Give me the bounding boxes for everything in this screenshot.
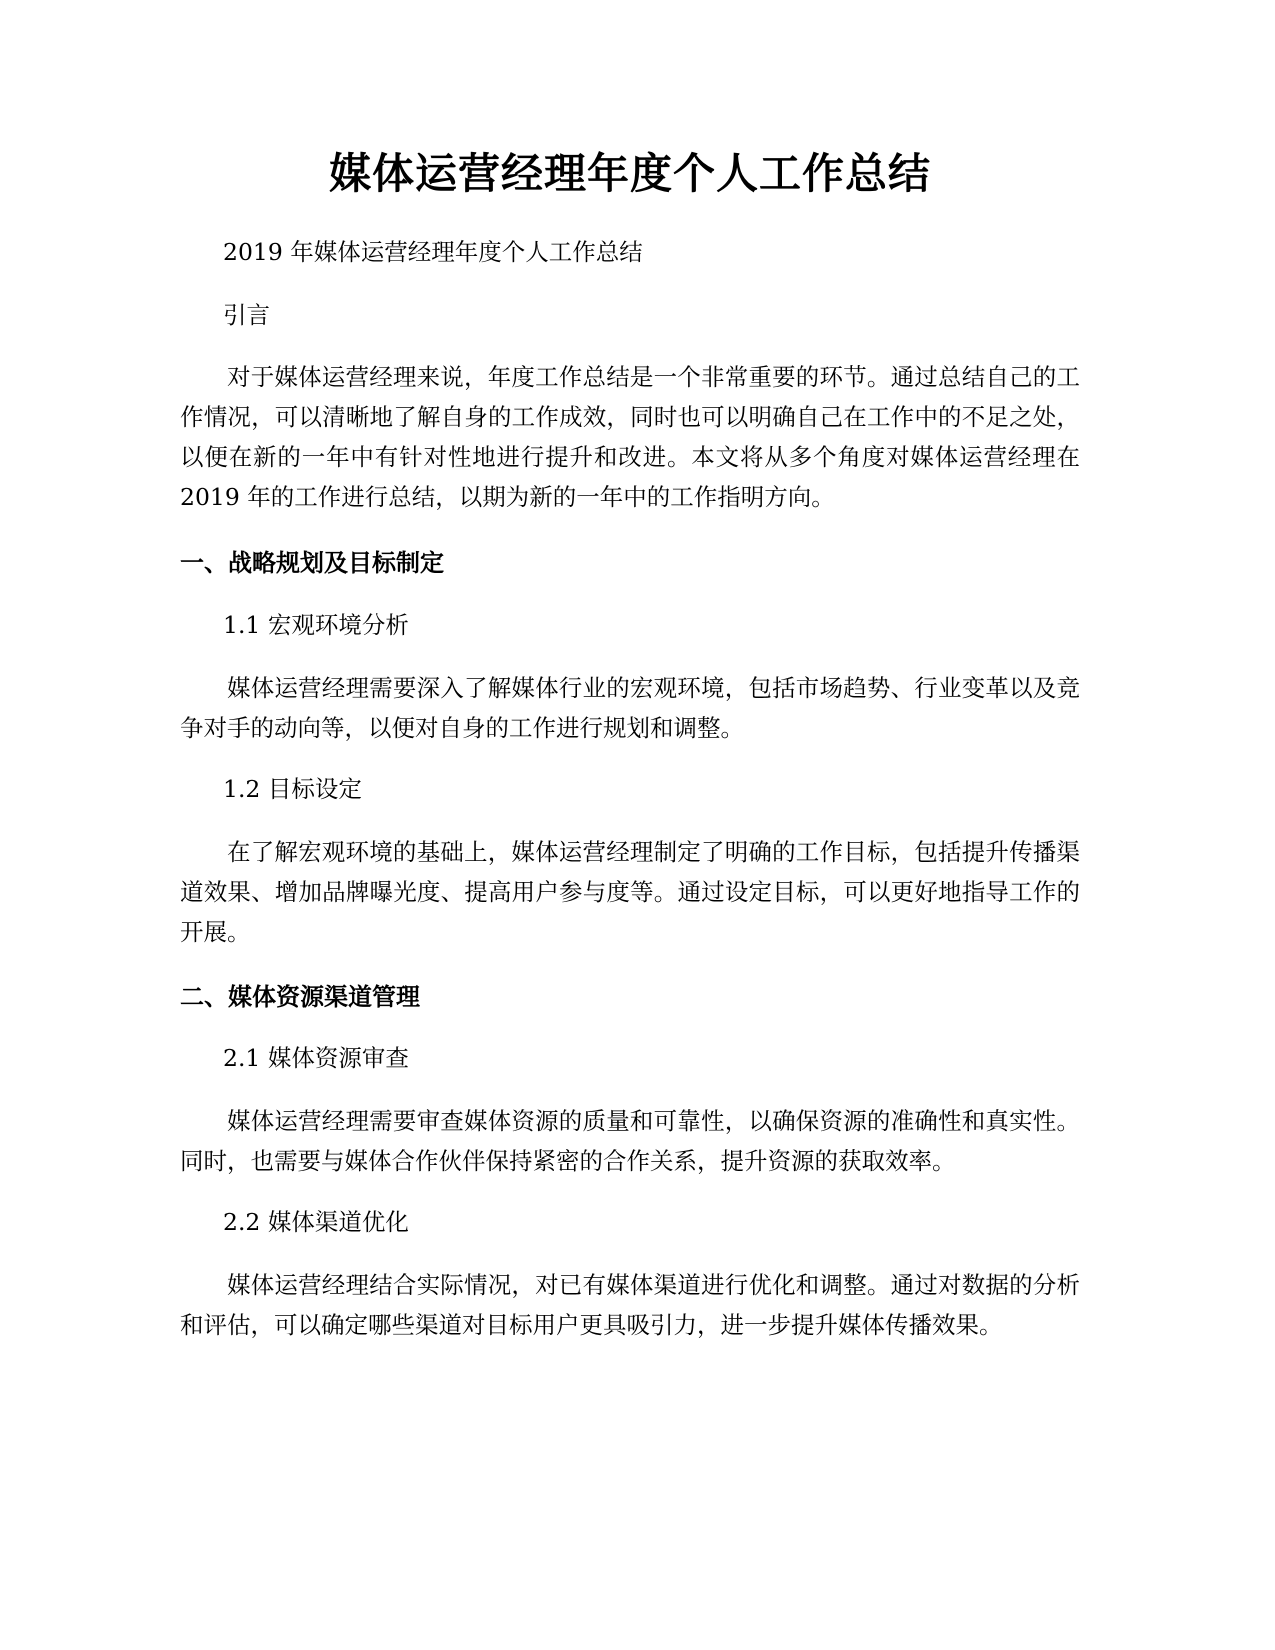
subsection-paragraph-1-1: 媒体运营经理需要深入了解媒体行业的宏观环境，包括市场趋势、行业变革以及竞争对手的动向等，以便对自身的工作进行规划和调整。 [180, 674, 1080, 742]
subsection-heading-1-1: 1.1 宏观环境分析 [223, 611, 409, 639]
subsection-paragraph-2-1: 媒体运营经理需要审查媒体资源的质量和可靠性，以确保资源的准确性和真实性。同时，也需要与媒体合作伙伴保持紧密的合作关系，提升资源的获取效率。 [180, 1107, 1080, 1175]
intro-paragraph: 对于媒体运营经理来说，年度工作总结是一个非常重要的环节。通过总结自己的工作情况，可以清晰地了解自身的工作成效，同时也可以明确自己在工作中的不足之处，以便在新的一年中有针对性地进行提升和改进。本文将从多个角度对媒体运营经理在 2019 年的工作进行总结，以期为新的一年中的工作指明方向。 [180, 363, 1080, 511]
intro-heading: 引言 [223, 301, 270, 329]
subsection-paragraph-2-2: 媒体运营经理结合实际情况，对已有媒体渠道进行优化和调整。通过对数据的分析和评估，可以确定哪些渠道对目标用户更具吸引力，进一步提升媒体传播效果。 [180, 1271, 1080, 1339]
document-title: 媒体运营经理年度个人工作总结 [328, 149, 931, 198]
subsection-heading-2-1: 2.1 媒体资源审查 [223, 1044, 409, 1072]
subsection-heading-1-2: 1.2 目标设定 [223, 775, 362, 803]
section-heading-1: 一、战略规划及目标制定 [180, 549, 444, 577]
subsection-heading-2-2: 2.2 媒体渠道优化 [223, 1208, 409, 1236]
subsection-paragraph-1-2: 在了解宏观环境的基础上，媒体运营经理制定了明确的工作目标，包括提升传播渠道效果、增加品牌曝光度、提高用户参与度等。通过设定目标，可以更好地指导工作的开展。 [180, 838, 1080, 946]
document-subtitle: 2019 年媒体运营经理年度个人工作总结 [223, 238, 643, 266]
section-heading-2: 二、媒体资源渠道管理 [180, 983, 420, 1011]
